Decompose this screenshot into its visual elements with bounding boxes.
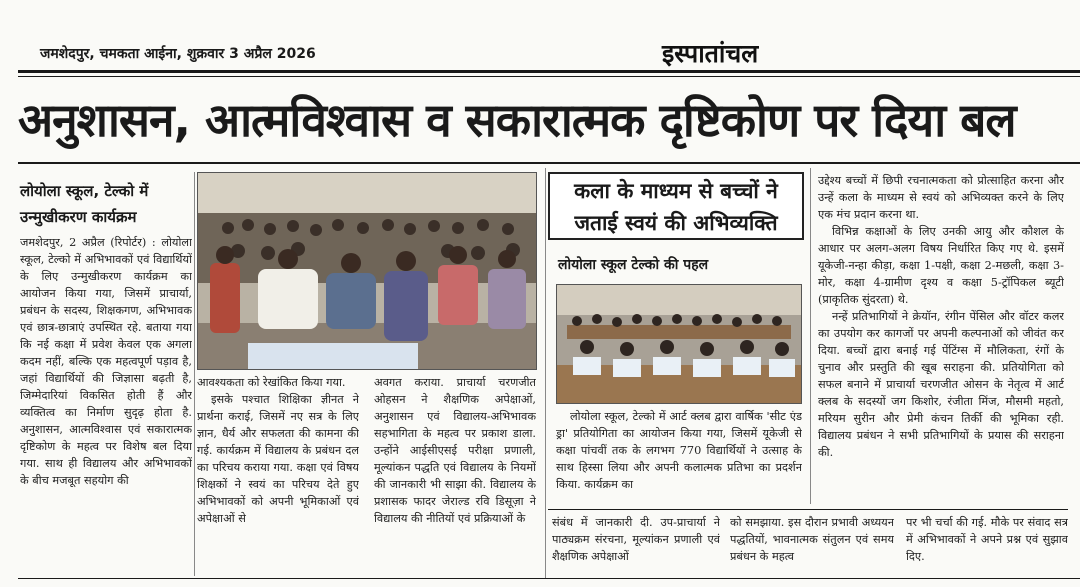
article1-col1-text: जमशेदपुर, 2 अप्रैल (रिपोर्टर) : लोयोला स्कूल, टेल्को में अभिभावकों एवं विद्यार्थियों के लिए उन्मुखीकरण कार्यक्रम का आयोजन किया गया, जिसमें प्राचार्या, प्रबंधन के सदस्य, शिक्षकगण, अभिभावक एवं छात्र-छात्राएं उपस्थित रहे. बताया गया कि नई कक्षा में प्रवेश केवल एक अगला कदम नहीं, बल्कि एक महत्वपूर्ण पड़ाव है, जहां विद्यार्थियों की जिज्ञासा बढ़ती है, जिम्मेदारियां विकसित होती हैं और व्यक्तित्व का निर्माण सुदृढ़ होता है. अनुशासन, आत्मविश्वास एवं सकारात्मक दृष्टिकोण के महत्व पर विशेष बल दिया गया. साथ ही विद्यालय और अभिभावकों के बीच मजबूत सहयोग की bbox=[20, 236, 192, 487]
article1-col1 bbox=[20, 234, 192, 574]
article1-col4-text: संबंध में जानकारी दी. उप-प्राचार्या ने पाठ्यक्रम संरचना, मूल्यांकन प्रणाली एवं शैक्षणिक अपेक्षाओं bbox=[552, 516, 720, 563]
column-rule bbox=[810, 168, 811, 504]
dateline: जमशेदपुर, चमकता आईना, शुक्रवार 3 अप्रैल 2026 bbox=[40, 46, 316, 62]
bottom-rule bbox=[18, 578, 1080, 579]
article1-col6 bbox=[906, 514, 1068, 574]
article2-subhead: लोयोला स्कूल टेल्को की पहल bbox=[558, 257, 709, 273]
art-competition-photo bbox=[556, 284, 802, 404]
article1-col6-text: पर भी चर्चा की गई. मौके पर संवाद सत्र में अभिभावकों ने अपने प्रश्न एवं सुझाव दिए. bbox=[906, 516, 1068, 563]
article1-col2 bbox=[197, 374, 359, 574]
article2-caption bbox=[556, 408, 802, 508]
article1-col2-p2: इसके पश्चात शिक्षिका ज्ञीनत ने प्रार्थना कराई, जिसमें नए सत्र के लिए ज्ञान, धैर्य और सफलता की कामना की गई. कार्यक्रम में विद्यालय के प्रबंधन दल का परिचय कराया गया. कक्षा एवं विषय शिक्षकों ने स्वयं का परिचय देते हुए अभिभावकों को अपनी भूमिकाओं एवं अपेक्षाओं से bbox=[197, 393, 359, 525]
headline-rule bbox=[18, 162, 1080, 164]
article2-right-p2: विभिन्न कक्षाओं के लिए उनकी आयु और कौशल के आधार पर अलग-अलग विषय निर्धारित किए गए थे. इसमें यूकेजी-नन्हा कीड़ा, कक्षा 1-पक्षी, कक्षा 2-मछली, कक्षा 3-मोर, कक्षा 4-ग्रामीण दृश्य व कक्षा 5-ट्रॉपिकल ब्यूटी (प्राकृतिक सुंदरता) थे. bbox=[818, 225, 1064, 306]
column-rule bbox=[545, 168, 546, 578]
article1-col3-text: अवगत कराया. प्राचार्या चरणजीत ओहसन ने शैक्षणिक अपेक्षाओं, अनुशासन एवं विद्यालय-अभिभावक सहभागिता के महत्व पर प्रकाश डाला. उन्होंने आईसीएसई परीक्षा प्रणाली, मूल्यांकन पद्धति एवं विद्यालय के नियमों की जानकारी भी साझा की. विद्यालय के प्रशासक फादर जेराल्ड रवि डिसूज़ा ने विद्यालय की नीतियों एवं प्रक्रियाओं के bbox=[374, 376, 536, 525]
article2-caption-text: लोयोला स्कूल, टेल्को में आर्ट क्लब द्वारा वार्षिक 'सीट एंड ड्रा' प्रतियोगिता का आयोजन किया गया, जिसमें यूकेजी से कक्षा पांचवीं तक के लगभग 770 विद्यार्थियों ने उत्साह के साथ हिस्सा लिया और अपनी कलात्मक प्रतिभा का प्रदर्शन किया. कार्यक्रम का bbox=[556, 410, 802, 491]
article1-col5 bbox=[730, 514, 894, 574]
article2-headline: कला के माध्यम से बच्चों ने जताई स्वयं की अभिव्यक्ति bbox=[548, 172, 804, 240]
orientation-photo-graphic bbox=[198, 173, 536, 369]
column-rule bbox=[194, 172, 195, 576]
thin-rule bbox=[18, 76, 1080, 77]
art-competition-photo-graphic bbox=[557, 285, 801, 403]
section-name: इस्पातांचल bbox=[662, 39, 759, 68]
article2-right-p1: उद्देश्य बच्चों में छिपी रचनात्मकता को प्रोत्साहित करना और उन्हें कला के माध्यम से स्वयं को अभिव्यक्त करने के लिए एक मंच प्रदान करना था. bbox=[818, 174, 1064, 221]
article2-right-p3: नन्हें प्रतिभागियों ने क्रेयॉन, रंगीन पेंसिल और वॉटर कलर का उपयोग कर कागजों पर अपनी कल्पनाओं को जीवंत कर दिया. बच्चों द्वारा बनाई गई पेंटिंग्स में मौलिकता, रंगों के चुनाव और प्रस्तुति की खूब सराहना की. प्रतियोगिता को सफल बनाने में प्राचार्या चरणजीत ओसन के नेतृत्व में आर्ट क्लब के सदस्यों जग किशोर, रंजीता मिंज, मौसमी महतो, मरियम सुरीन और प्रेमी कंचन तिर्की की भूमिका रही. विद्यालय प्रबंधन ने सभी प्रतिभागियों के प्रयास की सराहना की. bbox=[818, 310, 1064, 459]
orientation-photo bbox=[197, 172, 537, 370]
article1-col3 bbox=[374, 374, 536, 574]
article1-subhead: लोयोला स्कूल, टेल्को में उन्मुखीकरण कार्यक्रम bbox=[20, 182, 149, 226]
article1-col2-p1: आवश्यकता को रेखांकित किया गया. bbox=[197, 376, 346, 389]
article1-col4 bbox=[552, 514, 720, 574]
article2-right-col bbox=[818, 172, 1064, 502]
main-headline: अनुशासन, आत्मविश्वास व सकारात्मक दृष्टिकोण पर दिया बल bbox=[18, 93, 1016, 147]
top-rule bbox=[18, 70, 1080, 73]
article1-col5-text: को समझाया. इस दौरान प्रभावी अध्ययन पद्धतियों, भावनात्मक संतुलन एवं समय प्रबंधन के महत्व bbox=[730, 516, 894, 563]
article2-bottom-rule bbox=[548, 509, 1068, 510]
